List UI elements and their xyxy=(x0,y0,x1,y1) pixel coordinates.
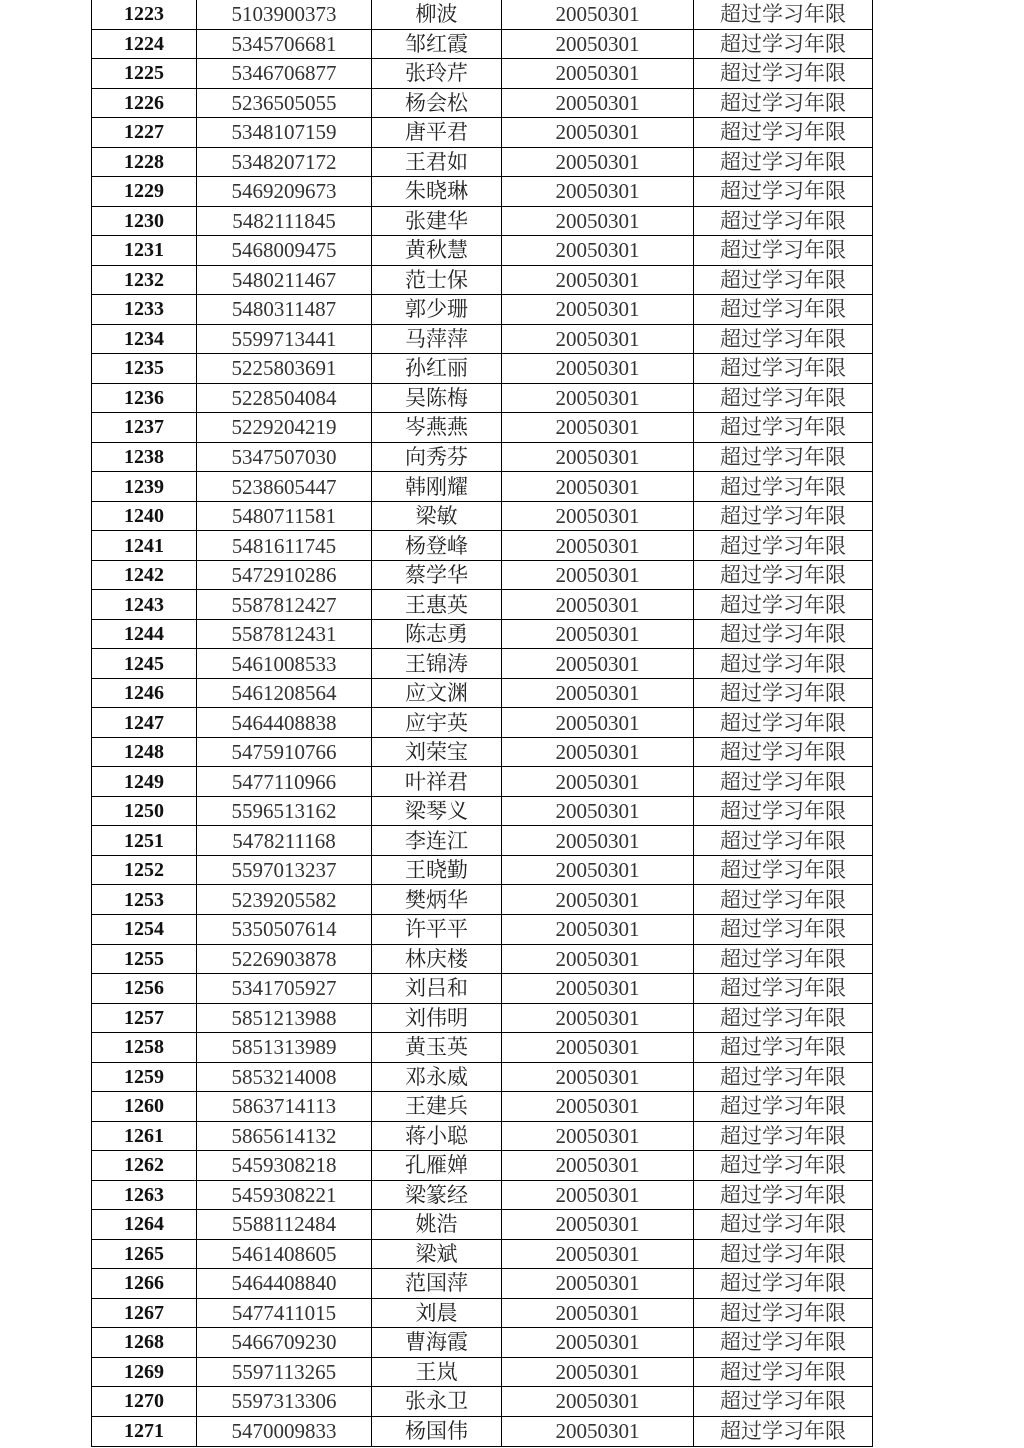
student-id-cell: 5597113265 xyxy=(197,1357,372,1387)
row-number-cell: 1254 xyxy=(92,914,197,944)
student-id-cell: 5461408605 xyxy=(197,1239,372,1269)
reason-cell: 超过学习年限 xyxy=(694,29,873,59)
table-row xyxy=(92,649,873,679)
row-number-cell: 1240 xyxy=(92,501,197,531)
date-cell: 20050301 xyxy=(502,678,694,708)
student-id-cell: 5587812427 xyxy=(197,590,372,620)
table-row xyxy=(92,1298,873,1328)
student-id-cell: 5472910286 xyxy=(197,560,372,590)
row-number-cell: 1256 xyxy=(92,974,197,1004)
student-id-cell: 5587812431 xyxy=(197,619,372,649)
row-number-cell: 1238 xyxy=(92,442,197,472)
student-name-cell: 杨国伟 xyxy=(372,1416,502,1446)
row-number-cell: 1227 xyxy=(92,118,197,148)
table-row xyxy=(92,914,873,944)
reason-cell: 超过学习年限 xyxy=(694,413,873,443)
row-number-cell: 1269 xyxy=(92,1357,197,1387)
table-row xyxy=(92,413,873,443)
date-cell: 20050301 xyxy=(502,767,694,797)
reason-cell: 超过学习年限 xyxy=(694,796,873,826)
date-cell: 20050301 xyxy=(502,1387,694,1417)
reason-cell: 超过学习年限 xyxy=(694,383,873,413)
table-row xyxy=(92,29,873,59)
date-cell: 20050301 xyxy=(502,1033,694,1063)
student-name-cell: 王晓勤 xyxy=(372,855,502,885)
reason-cell: 超过学习年限 xyxy=(694,531,873,561)
student-name-cell: 梁篆经 xyxy=(372,1180,502,1210)
reason-cell: 超过学习年限 xyxy=(694,1062,873,1092)
table-row xyxy=(92,1003,873,1033)
date-cell: 20050301 xyxy=(502,1328,694,1358)
student-id-cell: 5478211168 xyxy=(197,826,372,856)
student-id-cell: 5481611745 xyxy=(197,531,372,561)
student-name-cell: 范士保 xyxy=(372,265,502,295)
date-cell: 20050301 xyxy=(502,1151,694,1181)
row-number-cell: 1233 xyxy=(92,295,197,325)
student-name-cell: 梁斌 xyxy=(372,1239,502,1269)
reason-cell: 超过学习年限 xyxy=(694,885,873,915)
student-id-cell: 5341705927 xyxy=(197,974,372,1004)
reason-cell: 超过学习年限 xyxy=(694,442,873,472)
student-id-cell: 5103900373 xyxy=(197,0,372,29)
student-id-cell: 5480311487 xyxy=(197,295,372,325)
date-cell: 20050301 xyxy=(502,796,694,826)
student-id-cell: 5348107159 xyxy=(197,118,372,148)
date-cell: 20050301 xyxy=(502,1092,694,1122)
student-id-cell: 5865614132 xyxy=(197,1121,372,1151)
row-number-cell: 1232 xyxy=(92,265,197,295)
student-id-cell: 5596513162 xyxy=(197,796,372,826)
reason-cell: 超过学习年限 xyxy=(694,914,873,944)
table-row xyxy=(92,1151,873,1181)
reason-cell: 超过学习年限 xyxy=(694,177,873,207)
student-name-cell: 曹海霞 xyxy=(372,1328,502,1358)
student-id-cell: 5459308218 xyxy=(197,1151,372,1181)
student-id-cell: 5346706877 xyxy=(197,59,372,89)
table-row xyxy=(92,590,873,620)
reason-cell: 超过学习年限 xyxy=(694,737,873,767)
student-name-cell: 李连江 xyxy=(372,826,502,856)
row-number-cell: 1261 xyxy=(92,1121,197,1151)
table-row xyxy=(92,944,873,974)
table-row xyxy=(92,531,873,561)
row-number-cell: 1268 xyxy=(92,1328,197,1358)
table-row xyxy=(92,678,873,708)
row-number-cell: 1265 xyxy=(92,1239,197,1269)
student-id-cell: 5851313989 xyxy=(197,1033,372,1063)
table-row xyxy=(92,442,873,472)
table-row xyxy=(92,59,873,89)
table-row xyxy=(92,1357,873,1387)
table-row xyxy=(92,236,873,266)
table-row xyxy=(92,0,873,29)
row-number-cell: 1234 xyxy=(92,324,197,354)
row-number-cell: 1226 xyxy=(92,88,197,118)
reason-cell: 超过学习年限 xyxy=(694,324,873,354)
table-row xyxy=(92,885,873,915)
date-cell: 20050301 xyxy=(502,383,694,413)
reason-cell: 超过学习年限 xyxy=(694,1003,873,1033)
student-name-cell: 叶祥君 xyxy=(372,767,502,797)
student-id-cell: 5480211467 xyxy=(197,265,372,295)
date-cell: 20050301 xyxy=(502,1180,694,1210)
reason-cell: 超过学习年限 xyxy=(694,295,873,325)
date-cell: 20050301 xyxy=(502,324,694,354)
row-number-cell: 1260 xyxy=(92,1092,197,1122)
table-row xyxy=(92,1033,873,1063)
reason-cell: 超过学习年限 xyxy=(694,944,873,974)
student-id-cell: 5475910766 xyxy=(197,737,372,767)
table-row xyxy=(92,472,873,502)
student-id-cell: 5225803691 xyxy=(197,354,372,384)
reason-cell: 超过学习年限 xyxy=(694,678,873,708)
row-number-cell: 1249 xyxy=(92,767,197,797)
table-row xyxy=(92,1210,873,1240)
student-name-cell: 姚浩 xyxy=(372,1210,502,1240)
date-cell: 20050301 xyxy=(502,944,694,974)
date-cell: 20050301 xyxy=(502,442,694,472)
reason-cell: 超过学习年限 xyxy=(694,265,873,295)
student-record-table xyxy=(91,0,873,1447)
student-name-cell: 韩刚耀 xyxy=(372,472,502,502)
student-name-cell: 向秀芬 xyxy=(372,442,502,472)
date-cell: 20050301 xyxy=(502,855,694,885)
row-number-cell: 1224 xyxy=(92,29,197,59)
date-cell: 20050301 xyxy=(502,914,694,944)
date-cell: 20050301 xyxy=(502,1298,694,1328)
reason-cell: 超过学习年限 xyxy=(694,1180,873,1210)
date-cell: 20050301 xyxy=(502,737,694,767)
student-id-cell: 5464408838 xyxy=(197,708,372,738)
student-name-cell: 陈志勇 xyxy=(372,619,502,649)
student-id-cell: 5348207172 xyxy=(197,147,372,177)
student-id-cell: 5236505055 xyxy=(197,88,372,118)
reason-cell: 超过学习年限 xyxy=(694,1210,873,1240)
date-cell: 20050301 xyxy=(502,974,694,1004)
row-number-cell: 1223 xyxy=(92,0,197,29)
date-cell: 20050301 xyxy=(502,354,694,384)
student-name-cell: 蒋小聪 xyxy=(372,1121,502,1151)
date-cell: 20050301 xyxy=(502,0,694,29)
date-cell: 20050301 xyxy=(502,295,694,325)
date-cell: 20050301 xyxy=(502,560,694,590)
row-number-cell: 1229 xyxy=(92,177,197,207)
reason-cell: 超过学习年限 xyxy=(694,1328,873,1358)
reason-cell: 超过学习年限 xyxy=(694,1357,873,1387)
student-name-cell: 黄秋慧 xyxy=(372,236,502,266)
student-id-cell: 5480711581 xyxy=(197,501,372,531)
student-id-cell: 5853214008 xyxy=(197,1062,372,1092)
student-name-cell: 孔雁婵 xyxy=(372,1151,502,1181)
student-id-cell: 5482111845 xyxy=(197,206,372,236)
student-id-cell: 5238605447 xyxy=(197,472,372,502)
date-cell: 20050301 xyxy=(502,590,694,620)
date-cell: 20050301 xyxy=(502,619,694,649)
row-number-cell: 1252 xyxy=(92,855,197,885)
row-number-cell: 1253 xyxy=(92,885,197,915)
row-number-cell: 1241 xyxy=(92,531,197,561)
student-name-cell: 梁琴义 xyxy=(372,796,502,826)
date-cell: 20050301 xyxy=(502,236,694,266)
reason-cell: 超过学习年限 xyxy=(694,590,873,620)
reason-cell: 超过学习年限 xyxy=(694,236,873,266)
row-number-cell: 1251 xyxy=(92,826,197,856)
row-number-cell: 1228 xyxy=(92,147,197,177)
row-number-cell: 1267 xyxy=(92,1298,197,1328)
date-cell: 20050301 xyxy=(502,1121,694,1151)
row-number-cell: 1258 xyxy=(92,1033,197,1063)
student-name-cell: 张建华 xyxy=(372,206,502,236)
student-id-cell: 5461008533 xyxy=(197,649,372,679)
table-row xyxy=(92,974,873,1004)
student-name-cell: 梁敏 xyxy=(372,501,502,531)
date-cell: 20050301 xyxy=(502,649,694,679)
row-number-cell: 1257 xyxy=(92,1003,197,1033)
student-name-cell: 黄玉英 xyxy=(372,1033,502,1063)
student-name-cell: 孙红丽 xyxy=(372,354,502,384)
row-number-cell: 1259 xyxy=(92,1062,197,1092)
student-name-cell: 朱晓琳 xyxy=(372,177,502,207)
row-number-cell: 1250 xyxy=(92,796,197,826)
student-name-cell: 范国萍 xyxy=(372,1269,502,1299)
row-number-cell: 1236 xyxy=(92,383,197,413)
reason-cell: 超过学习年限 xyxy=(694,88,873,118)
student-id-cell: 5470009833 xyxy=(197,1416,372,1446)
student-name-cell: 王锦涛 xyxy=(372,649,502,679)
student-id-cell: 5477411015 xyxy=(197,1298,372,1328)
row-number-cell: 1242 xyxy=(92,560,197,590)
date-cell: 20050301 xyxy=(502,413,694,443)
table-row xyxy=(92,177,873,207)
date-cell: 20050301 xyxy=(502,885,694,915)
table-row xyxy=(92,1328,873,1358)
table-row xyxy=(92,383,873,413)
date-cell: 20050301 xyxy=(502,472,694,502)
student-id-cell: 5228504084 xyxy=(197,383,372,413)
student-name-cell: 刘伟明 xyxy=(372,1003,502,1033)
table-row xyxy=(92,855,873,885)
student-id-cell: 5863714113 xyxy=(197,1092,372,1122)
table-row xyxy=(92,324,873,354)
table-body xyxy=(92,0,873,1447)
reason-cell: 超过学习年限 xyxy=(694,501,873,531)
date-cell: 20050301 xyxy=(502,29,694,59)
table-row xyxy=(92,737,873,767)
row-number-cell: 1262 xyxy=(92,1151,197,1181)
row-number-cell: 1230 xyxy=(92,206,197,236)
table-row xyxy=(92,1239,873,1269)
student-id-cell: 5229204219 xyxy=(197,413,372,443)
date-cell: 20050301 xyxy=(502,177,694,207)
student-name-cell: 唐平君 xyxy=(372,118,502,148)
reason-cell: 超过学习年限 xyxy=(694,1239,873,1269)
student-id-cell: 5597013237 xyxy=(197,855,372,885)
row-number-cell: 1235 xyxy=(92,354,197,384)
student-name-cell: 王惠英 xyxy=(372,590,502,620)
row-number-cell: 1244 xyxy=(92,619,197,649)
student-id-cell: 5350507614 xyxy=(197,914,372,944)
reason-cell: 超过学习年限 xyxy=(694,619,873,649)
student-name-cell: 应文渊 xyxy=(372,678,502,708)
student-id-cell: 5345706681 xyxy=(197,29,372,59)
student-name-cell: 张玲芹 xyxy=(372,59,502,89)
reason-cell: 超过学习年限 xyxy=(694,1269,873,1299)
date-cell: 20050301 xyxy=(502,1269,694,1299)
table-row xyxy=(92,1180,873,1210)
table-row xyxy=(92,1092,873,1122)
student-name-cell: 应宇英 xyxy=(372,708,502,738)
date-cell: 20050301 xyxy=(502,88,694,118)
reason-cell: 超过学习年限 xyxy=(694,0,873,29)
student-name-cell: 柳波 xyxy=(372,0,502,29)
table-row xyxy=(92,708,873,738)
row-number-cell: 1264 xyxy=(92,1210,197,1240)
table-row xyxy=(92,206,873,236)
table-row xyxy=(92,265,873,295)
reason-cell: 超过学习年限 xyxy=(694,649,873,679)
table-row xyxy=(92,88,873,118)
date-cell: 20050301 xyxy=(502,118,694,148)
table-row xyxy=(92,796,873,826)
student-name-cell: 张永卫 xyxy=(372,1387,502,1417)
reason-cell: 超过学习年限 xyxy=(694,708,873,738)
date-cell: 20050301 xyxy=(502,1210,694,1240)
student-id-cell: 5239205582 xyxy=(197,885,372,915)
date-cell: 20050301 xyxy=(502,531,694,561)
row-number-cell: 1271 xyxy=(92,1416,197,1446)
row-number-cell: 1247 xyxy=(92,708,197,738)
date-cell: 20050301 xyxy=(502,1357,694,1387)
date-cell: 20050301 xyxy=(502,1416,694,1446)
student-name-cell: 刘荣宝 xyxy=(372,737,502,767)
table-row xyxy=(92,295,873,325)
reason-cell: 超过学习年限 xyxy=(694,1387,873,1417)
row-number-cell: 1225 xyxy=(92,59,197,89)
row-number-cell: 1243 xyxy=(92,590,197,620)
table-row xyxy=(92,767,873,797)
student-name-cell: 马萍萍 xyxy=(372,324,502,354)
student-name-cell: 杨登峰 xyxy=(372,531,502,561)
date-cell: 20050301 xyxy=(502,147,694,177)
student-name-cell: 吴陈梅 xyxy=(372,383,502,413)
reason-cell: 超过学习年限 xyxy=(694,1121,873,1151)
date-cell: 20050301 xyxy=(502,206,694,236)
reason-cell: 超过学习年限 xyxy=(694,1416,873,1446)
student-name-cell: 刘晨 xyxy=(372,1298,502,1328)
student-id-cell: 5459308221 xyxy=(197,1180,372,1210)
student-id-cell: 5461208564 xyxy=(197,678,372,708)
student-name-cell: 杨会松 xyxy=(372,88,502,118)
reason-cell: 超过学习年限 xyxy=(694,974,873,1004)
table-row xyxy=(92,1416,873,1446)
student-name-cell: 许平平 xyxy=(372,914,502,944)
reason-cell: 超过学习年限 xyxy=(694,59,873,89)
date-cell: 20050301 xyxy=(502,708,694,738)
student-id-cell: 5347507030 xyxy=(197,442,372,472)
reason-cell: 超过学习年限 xyxy=(694,560,873,590)
student-name-cell: 林庆楼 xyxy=(372,944,502,974)
student-id-cell: 5477110966 xyxy=(197,767,372,797)
reason-cell: 超过学习年限 xyxy=(694,206,873,236)
row-number-cell: 1231 xyxy=(92,236,197,266)
row-number-cell: 1255 xyxy=(92,944,197,974)
student-id-cell: 5468009475 xyxy=(197,236,372,266)
date-cell: 20050301 xyxy=(502,265,694,295)
table-row xyxy=(92,118,873,148)
row-number-cell: 1245 xyxy=(92,649,197,679)
student-name-cell: 邓永威 xyxy=(372,1062,502,1092)
table-row xyxy=(92,560,873,590)
row-number-cell: 1266 xyxy=(92,1269,197,1299)
student-name-cell: 蔡学华 xyxy=(372,560,502,590)
date-cell: 20050301 xyxy=(502,501,694,531)
reason-cell: 超过学习年限 xyxy=(694,826,873,856)
student-name-cell: 岑燕燕 xyxy=(372,413,502,443)
student-name-cell: 王岚 xyxy=(372,1357,502,1387)
row-number-cell: 1237 xyxy=(92,413,197,443)
reason-cell: 超过学习年限 xyxy=(694,767,873,797)
table-row xyxy=(92,1121,873,1151)
row-number-cell: 1248 xyxy=(92,737,197,767)
student-id-cell: 5588112484 xyxy=(197,1210,372,1240)
table-row xyxy=(92,1269,873,1299)
student-name-cell: 王君如 xyxy=(372,147,502,177)
student-name-cell: 刘吕和 xyxy=(372,974,502,1004)
student-name-cell: 樊炳华 xyxy=(372,885,502,915)
table-row xyxy=(92,354,873,384)
date-cell: 20050301 xyxy=(502,59,694,89)
row-number-cell: 1263 xyxy=(92,1180,197,1210)
date-cell: 20050301 xyxy=(502,1003,694,1033)
reason-cell: 超过学习年限 xyxy=(694,1298,873,1328)
reason-cell: 超过学习年限 xyxy=(694,118,873,148)
student-id-cell: 5466709230 xyxy=(197,1328,372,1358)
table-row xyxy=(92,826,873,856)
row-number-cell: 1239 xyxy=(92,472,197,502)
row-number-cell: 1270 xyxy=(92,1387,197,1417)
reason-cell: 超过学习年限 xyxy=(694,1151,873,1181)
student-id-cell: 5599713441 xyxy=(197,324,372,354)
table-row xyxy=(92,1387,873,1417)
date-cell: 20050301 xyxy=(502,1062,694,1092)
student-id-cell: 5851213988 xyxy=(197,1003,372,1033)
row-number-cell: 1246 xyxy=(92,678,197,708)
reason-cell: 超过学习年限 xyxy=(694,855,873,885)
date-cell: 20050301 xyxy=(502,1239,694,1269)
student-name-cell: 邹红霞 xyxy=(372,29,502,59)
table-row xyxy=(92,1062,873,1092)
reason-cell: 超过学习年限 xyxy=(694,472,873,502)
reason-cell: 超过学习年限 xyxy=(694,1092,873,1122)
student-name-cell: 郭少珊 xyxy=(372,295,502,325)
table-row xyxy=(92,147,873,177)
student-id-cell: 5226903878 xyxy=(197,944,372,974)
reason-cell: 超过学习年限 xyxy=(694,1033,873,1063)
table-row xyxy=(92,619,873,649)
student-id-cell: 5469209673 xyxy=(197,177,372,207)
reason-cell: 超过学习年限 xyxy=(694,354,873,384)
student-id-cell: 5464408840 xyxy=(197,1269,372,1299)
student-id-cell: 5597313306 xyxy=(197,1387,372,1417)
table-row xyxy=(92,501,873,531)
student-name-cell: 王建兵 xyxy=(372,1092,502,1122)
date-cell: 20050301 xyxy=(502,826,694,856)
reason-cell: 超过学习年限 xyxy=(694,147,873,177)
